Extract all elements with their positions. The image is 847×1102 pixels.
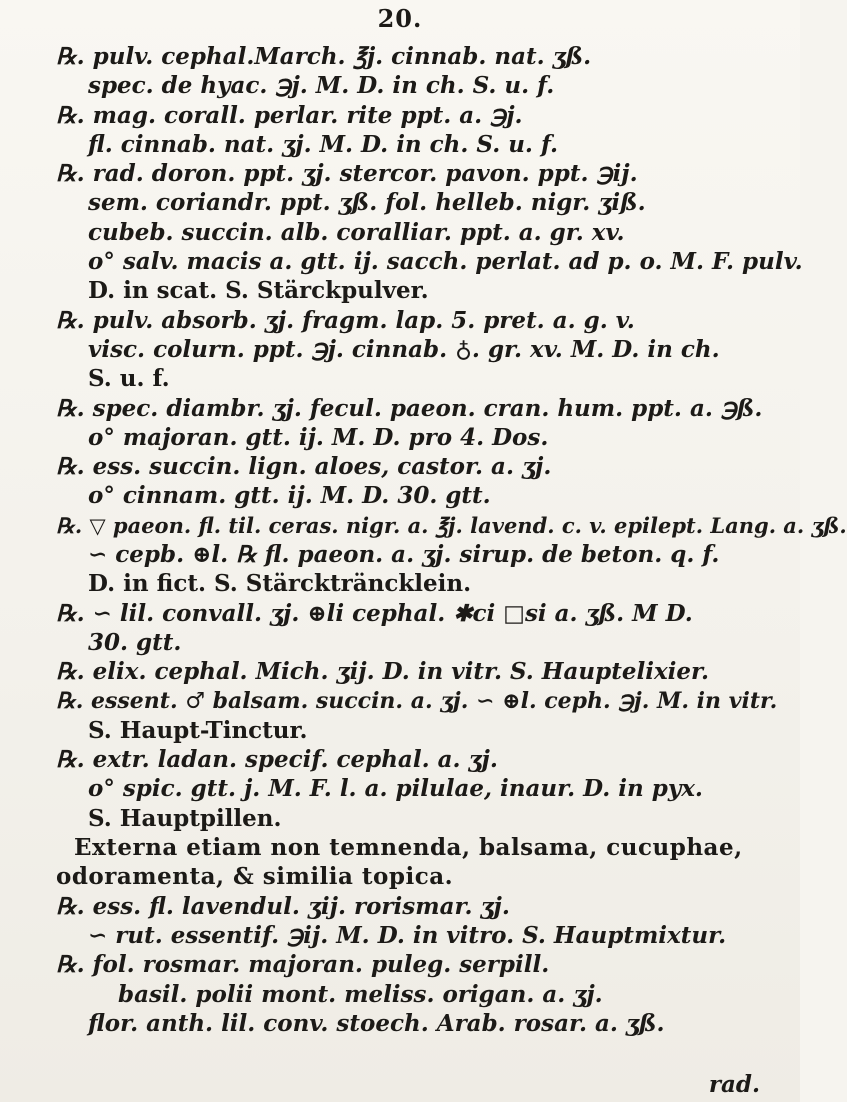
text-line: ℞. essent. ♂ balsam. succin. a. ʒj. ∽ ⊕l. ceph. ℈j. M. in vitr. (56, 687, 778, 714)
text-line: ℞. ∽ lil. convall. ʒj. ⊕li cephal. ✱ci □si a. ʒß. M D. (56, 599, 693, 627)
text-line: ℞. spec. diambr. ʒj. fecul. paeon. cran. hum. ppt. a. ℈ß. (56, 394, 763, 422)
text-line: S. Haupt-Tinctur. (88, 716, 308, 744)
text-line: fl. cinnab. nat. ʒj. M. D. in ch. S. u. f. (88, 130, 559, 158)
text-line: ℞. ess. fl. lavendul. ʒij. rorismar. ʒj. (56, 892, 510, 920)
text-line: D. in scat. S. Stärckpulver. (88, 277, 429, 305)
page-number: 20. (377, 4, 423, 33)
text-line: ∽ cepb. ⊕l. ℞ fl. paeon. a. ʒj. sirup. de beton. q. f. (88, 541, 720, 569)
text-line: o° majoran. gtt. ij. M. D. pro 4. Dos. (88, 423, 549, 451)
text-line: ℞. pulv. cephal.March. ℥j. cinnab. nat. ʒß. (56, 43, 592, 70)
text-line: ℞. pulv. absorb. ʒj. fragm. lap. 5. pret. a. g. v. (56, 306, 635, 334)
text-line: spec. de hyac. ℈j. M. D. in ch. S. u. f. (88, 72, 555, 100)
text-line: basil. polii mont. meliss. origan. a. ʒj. (118, 980, 603, 1008)
text-line: o° salv. macis a. gtt. ij. sacch. perlat. ad p. o. M. F. pulv. (88, 248, 803, 276)
text-line: ℞. fol. rosmar. majoran. puleg. serpill. (56, 951, 550, 979)
catchword: rad. (708, 1071, 760, 1098)
text-line: o° cinnam. gtt. ij. M. D. 30. gtt. (88, 482, 491, 510)
text-line: sem. coriandr. ppt. ʒß. fol. helleb. nigr. ʒiß. (88, 189, 646, 217)
text-line: flor. anth. lil. conv. stoech. Arab. rosar. a. ʒß. (88, 1009, 665, 1037)
recipe-text-block (56, 42, 847, 1038)
text-line: cubeb. succin. alb. coralliar. ppt. a. gr. xv. (88, 218, 625, 246)
text-line: ℞. rad. doron. ppt. ʒj. stercor. pavon. ppt. ℈ij. (56, 160, 638, 188)
section-heading-continued: odoramenta, & similia topica. (56, 863, 454, 891)
text-line: ∽ rut. essentif. ℈ij. M. D. in vitro. S. Hauptmixtur. (88, 921, 727, 949)
text-line: ℞. ▽ paeon. fl. til. ceras. nigr. a. ℥j. lavend. c. v. epilept. Lang. a. ʒß. (56, 512, 847, 538)
section-heading: Externa etiam non temnenda, balsama, cucuphae, (74, 834, 743, 862)
text-line: S. u. f. (88, 365, 170, 393)
text-line: 30. gtt. (88, 628, 182, 656)
text-line: ℞. mag. corall. perlar. rite ppt. a. ℈j. (56, 101, 523, 129)
text-line: D. in fict. S. Stärckträncklein. (88, 570, 472, 598)
text-line: S. Hauptpillen. (88, 804, 282, 832)
text-line: ℞. ess. succin. lign. aloes, castor. a. ʒj. (56, 453, 552, 481)
text-line: ℞. elix. cephal. Mich. ʒij. D. in vitr. S. Hauptelixier. (56, 658, 710, 686)
text-line: ℞. extr. ladan. specif. cephal. a. ʒj. (56, 746, 498, 774)
text-line: o° spic. gtt. j. M. F. l. a. pilulae, inaur. D. in pyx. (88, 775, 703, 803)
text-line: visc. colurn. ppt. ℈j. cinnab. ♁. gr. xv. M. D. in ch. (88, 335, 720, 363)
